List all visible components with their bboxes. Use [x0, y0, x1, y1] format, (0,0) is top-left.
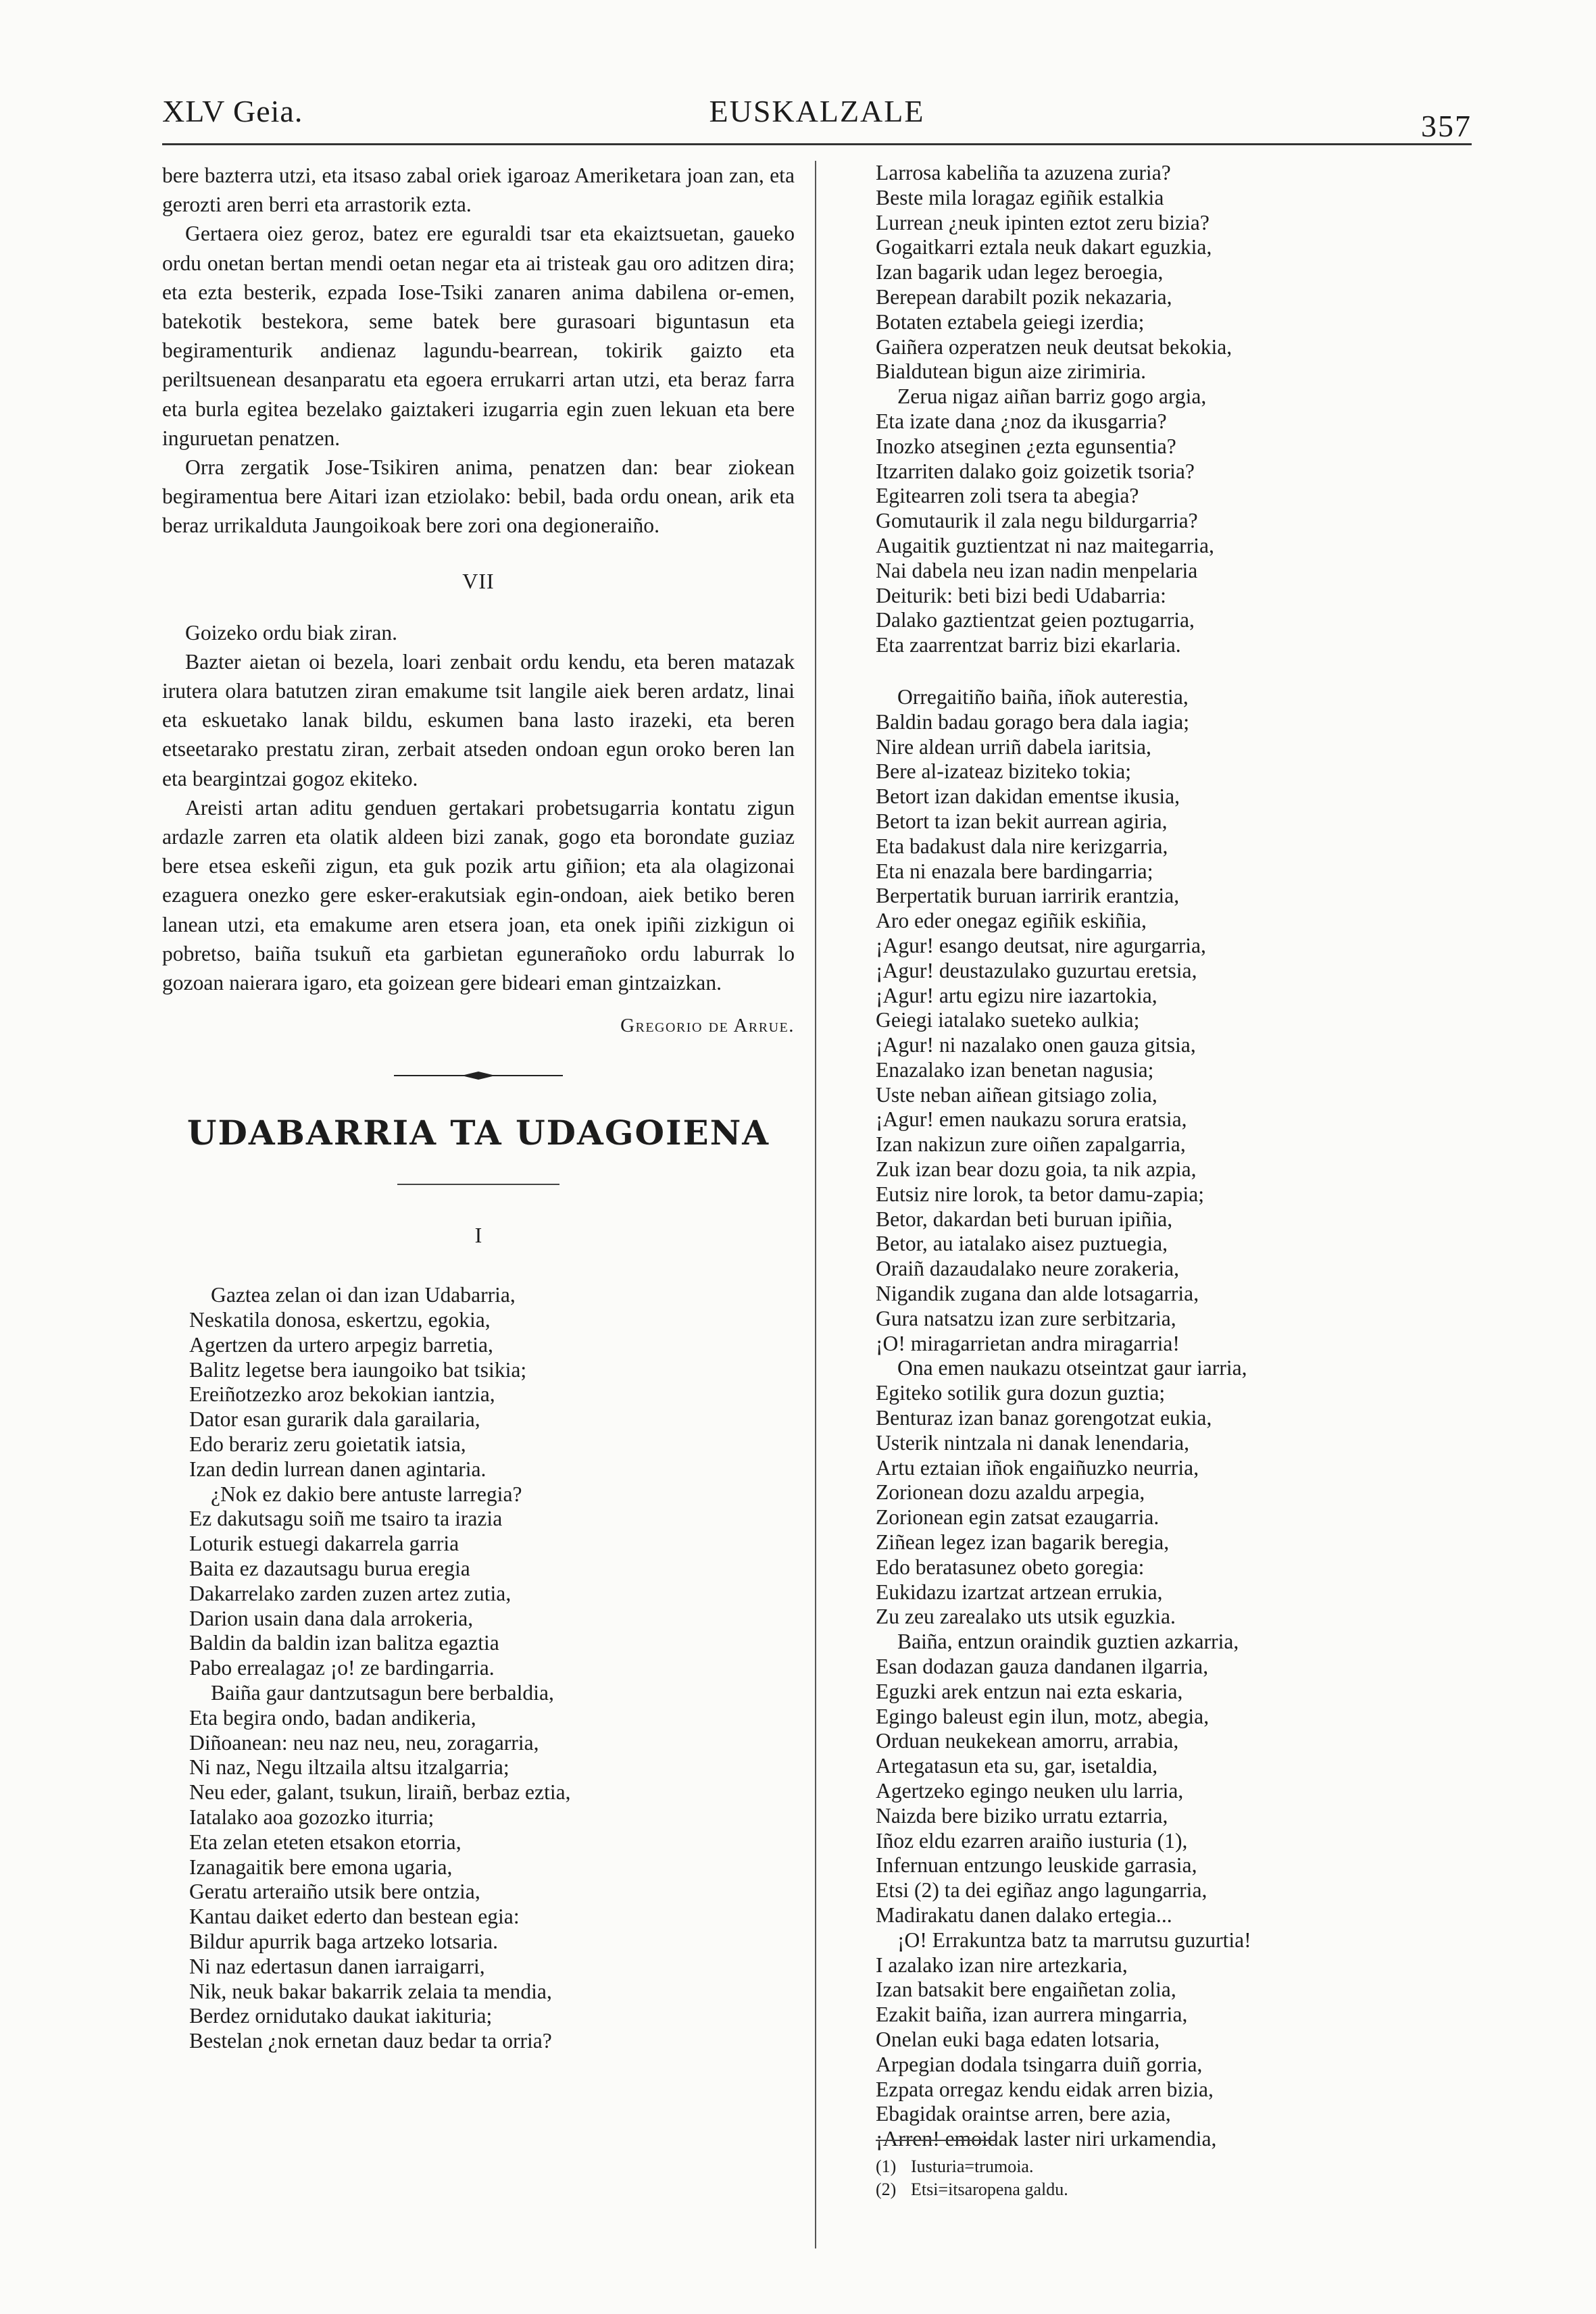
footnote-rule: [876, 2140, 997, 2141]
verse-line: Onelan euki baga edaten lotsaria,: [876, 2027, 1160, 2051]
verse-line: Usterik nintzala ni danak lenendaria,: [876, 1430, 1190, 1455]
verse-line: Baita ez dazautsagu burua eregia: [189, 1557, 470, 1581]
verse-line: Izanagaitik bere emona ugaria,: [189, 1855, 453, 1879]
verse-line: Bildur apurrik baga artzeko lotsaria.: [189, 1930, 499, 1953]
running-header: [162, 93, 1472, 143]
verse-line: Gogaitkarri eztala neuk dakart eguzkia,: [876, 235, 1212, 259]
paragraph: Orra zergatik Jose-Tsikiren anima, penatzen dan: bear ziokean begiramentua bere Aitari izan etziolako: bebil, bada ordu onean, arik eta beraz urrikalduta Jaungoikoak bere zori ona degioneraiño.: [162, 455, 795, 538]
verse-line: Baiña, entzun oraindik guztien azkarria,: [897, 1630, 1239, 1654]
verse-line: Orregaitiño baiña, iñok auterestia,: [897, 684, 1189, 709]
verse-line: Artu eztaian iñok engaiñuzko neurria,: [876, 1455, 1199, 1480]
verse-line: Orduan neukekean amorru, arrabia,: [876, 1729, 1179, 1753]
verse-line: Ez dakutsagu soiñ me tsairo ta irazia: [189, 1507, 503, 1531]
verse-line: Beste mila loragaz egiñik estalkia: [876, 185, 1164, 209]
verse-line: Gomutaurik il zala negu bildurgarria?: [876, 509, 1198, 533]
verse-line: Enazalako izan benetan nagusia;: [876, 1057, 1154, 1082]
verse-line: Ezakit baiña, izan aurrera mingarria,: [876, 2003, 1188, 2027]
verse-line: Madirakatu danen dalako ertegia...: [876, 1903, 1172, 1927]
verse-line: Kantau daiket ederto dan bestean egia:: [189, 1905, 520, 1929]
verse-line: Loturik estuegi dakarrela garria: [189, 1532, 459, 1556]
verse-line: Ebagidak oraintse arren, bere azia,: [876, 2102, 1171, 2126]
verse-line: Dator esan gurarik dala garailaria,: [189, 1407, 480, 1432]
verse-line: ¡Arren! emoidak laster niri urkamendia,: [876, 2127, 1217, 2151]
title-rule: [397, 1184, 559, 1185]
verse-line: Izan dedin lurrean danen agintaria.: [189, 1457, 487, 1481]
verse-line: ¡Agur! deustazulako guzurtau eretsia,: [876, 958, 1197, 982]
poem-verses: [876, 161, 1472, 658]
verse-line: Iatalako aoa gozozko iturria;: [189, 1805, 434, 1830]
verse-line: Gura natsatzu izan zure serbitzaria,: [876, 1306, 1176, 1330]
verse-line: Pabo errealagaz ¡o! ze bardingarria.: [189, 1656, 495, 1680]
verse-line: Nai dabela neu izan nadin menpelaria: [876, 558, 1198, 582]
paragraph: Bazter aietan oi bezela, loari zenbait ordu kendu, eta beren matazak irutera olara batutzen ziran emakume tsit langile aiek beren ardatz, linai eta eskuetako lanak bildu, eskumen bana lasto irazeki, eta beren etseetarako prestatu ziran, zerbait atseden ondoan egun oroko beren lan eta beargintzai gogoz ekiteko.: [162, 649, 795, 790]
verse-line: Nik, neuk bakar bakarrik zelaia ta mendia,: [189, 1979, 552, 2003]
poem-verses: [189, 1283, 795, 2054]
verse-line: Naizda bere biziko urratu eztarria,: [876, 1803, 1168, 1828]
verse-line: Betor, au iatalako aisez puztuegia,: [876, 1232, 1168, 1256]
verse-line: Eta zelan eteten etsakon etorria,: [189, 1830, 462, 1854]
verse-line: Uste neban aiñean gitsiago zolia,: [876, 1082, 1157, 1107]
verse-line: ¡O! Errakuntza batz ta marrutsu guzurtia!: [897, 1928, 1251, 1952]
section-heading: VII: [462, 568, 495, 593]
verse-line: Ni naz edertasun danen iarraigarri,: [189, 1954, 485, 1978]
verse-line: Ona emen naukazu otseintzat gaur iarria,: [897, 1356, 1247, 1380]
verse-line: Betort ta izan bekit aurrean agiria,: [876, 809, 1168, 833]
footnotes: [876, 2155, 1281, 2201]
verse-line: Gaiñera ozperatzen neuk deutsat bekokia,: [876, 334, 1232, 359]
verse-line: Dalako gaztientzat geien poztugarria,: [876, 608, 1195, 632]
verse-line: Inozko atseginen ¿ezta egunsentia?: [876, 434, 1176, 458]
verse-line: ¡Agur! ni nazalako onen gauza gitsia,: [876, 1033, 1196, 1057]
verse-line: Bialdutean bigun aize zirimiria.: [876, 359, 1147, 384]
verse-line: Baiña gaur dantzutsagun bere berbaldia,: [211, 1681, 554, 1705]
verse-line: Egiteko sotilik gura dozun guztia;: [876, 1381, 1166, 1405]
verse-line: Berepean darabilt pozik nekazaria,: [876, 284, 1172, 309]
verse-line: Baldin da baldin izan balitza egaztia: [189, 1631, 499, 1655]
verse-line: Iñoz eldu ezarren araiño iusturia (1),: [876, 1828, 1188, 1853]
verse-line: Baldin badau gorago bera dala iagia;: [876, 709, 1190, 734]
verse-line: Berpertatik buruan iarririk erantzia,: [876, 884, 1180, 908]
verse-line: Agertzen da urtero arpegiz barretia,: [189, 1332, 493, 1357]
verse-line: Deiturik: beti bizi bedi Udabarria:: [876, 583, 1166, 607]
part-number: I: [474, 1223, 482, 1248]
page-number: 357: [1421, 109, 1472, 143]
verse-line: Augaitik guztientzat ni naz maitegarria,: [876, 533, 1214, 557]
verse-line: Diñoanean: neu naz neu, neu, zoragarria,: [189, 1730, 539, 1755]
verse-line: Oraiñ dazaudalako neure zorakeria,: [876, 1257, 1180, 1281]
paragraph: Gertaera oiez geroz, batez ere eguraldi tsar eta ekaiztsuetan, gaueko ordu onetan bertan mendi oetan negar eta ai tristeak gau oro aditzen dira; eta ezta besterik, ezpada Iose-Tsiki zanaren anima dabilena or-emen, batekotik bestekora, seme batek bere gurasoari biguntasun eta begiramenturik andienaz lagundu-bearrean, tokirik gaizto eta periltsuenean desanparatu eta egoera errukarri artan utzi, eta beraz farra eta burla egitea bezelako gaiztakeri izugarria egin zuen lekuan eta bere inguruetan penatzen.: [162, 222, 795, 450]
verse-line: Lurrean ¿neuk ipinten eztot zeru bizia?: [876, 210, 1210, 234]
verse-line: Etsi (2) ta dei egiñaz ango lagungarria,: [876, 1878, 1207, 1903]
verse-line: Infernuan entzungo leuskide garrasia,: [876, 1853, 1197, 1878]
verse-line: Eta zaarrentzat barriz bizi ekarlaria.: [876, 633, 1181, 657]
verse-line: Eta izate dana ¿noz da ikusgarria?: [876, 409, 1167, 433]
verse-line: Benturaz izan banaz gorengotzat eukia,: [876, 1406, 1212, 1430]
left-column: [162, 161, 795, 2054]
verse-line: Larrosa kabeliña ta azuzena zuria?: [876, 161, 1171, 184]
verse-line: Egitearren zoli tsera ta abegia?: [876, 484, 1139, 508]
verse-line: ¡Agur! emen naukazu sorura eratsia,: [876, 1107, 1187, 1132]
verse-line: Betort izan dakidan ementse ikusia,: [876, 784, 1180, 809]
verse-line: Balitz legetse bera iaungoiko bat tsikia;: [189, 1357, 527, 1382]
poem-verses: [876, 685, 1472, 2152]
verse-line: Eta badakust dala nire kerizgarria,: [876, 834, 1168, 858]
verse-line: Eukidazu izartzat artzean errukia,: [876, 1580, 1163, 1604]
verse-line: Zuk izan bear dozu goia, ta nik azpia,: [876, 1157, 1197, 1182]
verse-line: Berdez ornidutako daukat iakituria;: [189, 2004, 493, 2028]
verse-line: Aro eder onegaz egiñik eskiñia,: [876, 909, 1147, 933]
footnote: (2) Etsi=itsaropena galdu.: [876, 2180, 1068, 2199]
verse-line: Edo berariz zeru goietatik iatsia,: [189, 1432, 466, 1457]
verse-line: Neskatila donosa, eskertzu, egokia,: [189, 1308, 491, 1332]
verse-line: Artegatasun eta su, gar, isetaldia,: [876, 1754, 1158, 1778]
footnote: (1) Iusturia=trumoia.: [876, 2157, 1034, 2176]
verse-line: Izan bagarik udan legez beroegia,: [876, 260, 1164, 284]
verse-line: Gaztea zelan oi dan izan Udabarria,: [211, 1283, 516, 1307]
verse-line: Izan nakizun zure oiñen zapalgarria,: [876, 1132, 1186, 1157]
verse-line: Dakarrelako zarden zuzen artez zutia,: [189, 1581, 512, 1605]
verse-line: Ni naz, Negu iltzaila altsu itzalgarria;: [189, 1755, 509, 1780]
verse-line: Nire aldean urriñ dabela iaritsia,: [876, 734, 1151, 759]
right-column: [876, 161, 1472, 2152]
verse-line: Eta ni enazala bere bardingarria;: [876, 859, 1153, 883]
verse-line: Egingo baleust egin ilun, motz, abegia,: [876, 1704, 1210, 1728]
verse-line: Izan batsakit bere engaiñetan zolia,: [876, 1978, 1176, 2002]
paragraph: bere bazterra utzi, eta itsaso zabal oriek igaroaz Ameriketara joan zan, eta gerozti aren berri eta arrastorik ezta.: [162, 164, 795, 217]
verse-line: Zorionean dozu azaldu arpegia,: [876, 1480, 1145, 1505]
verse-line: ¡O! miragarrietan andra miragarria!: [876, 1331, 1180, 1355]
paragraph: Areisti artan aditu genduen gertakari probetsugarria kontatu zigun ardazle zarren eta olatik aldeen bizi zanak, gogo eta borondate guziaz bere etsea eskeñi zigun, eta guk pozik artu giñion; eta ala olagizonai ezaguera onezko gere esker-erakutsiak egin-ondoan, aiek betiko beren lanean utzi, eta emakume aren etsera joan, eta onek ipiñi zizkigun oi pobretso, baiña tsukuñ eta garbietan egunerañoko ordu laburrak lo gozoan naierara igaro, eta goizean gere bideari eman gintzaizkan.: [162, 795, 795, 995]
verse-line: Edo beratasunez obeto goregia:: [876, 1555, 1145, 1579]
verse-line: Ezpata orregaz kendu eidak arren bizia,: [876, 2077, 1214, 2101]
journal-title: EUSKALZALE: [709, 94, 925, 128]
verse-line: Arpegian dodala tsingarra duiñ gorria,: [876, 2052, 1203, 2076]
verse-line: ¡Agur! esango deutsat, nire agurgarria,: [876, 933, 1206, 957]
verse-line: Zerua nigaz aiñan barriz gogo argia,: [897, 384, 1207, 409]
verse-line: ¡Agur! artu egizu nire iazartokia,: [876, 983, 1157, 1007]
verse-line: Bere al-izateaz biziteko tokia;: [876, 759, 1132, 784]
verse-line: Eguzki arek entzun nai ezta eskaria,: [876, 1679, 1183, 1703]
verse-line: Ziñean legez izan bagarik beregia,: [876, 1530, 1170, 1555]
ornament-divider: [394, 1070, 563, 1082]
verse-line: Eta begira ondo, badan andikeria,: [189, 1705, 476, 1730]
verse-line: I azalako izan nire artezkaria,: [876, 1953, 1128, 1977]
verse-line: Botaten eztabela geiegi izerdia;: [876, 309, 1145, 334]
verse-line: Geratu arteraiño utsik bere ontzia,: [189, 1880, 480, 1904]
verse-line: Zorionean egin zatsat ezaugarria.: [876, 1505, 1159, 1530]
verse-line: Eutsiz nire lorok, ta betor damu-zapia;: [876, 1182, 1205, 1206]
volume-label: XLV Geia.: [162, 94, 303, 128]
verse-line: Esan dodazan gauza dandanen ilgarria,: [876, 1655, 1209, 1679]
paragraph: Goizeko ordu biak ziran.: [185, 620, 398, 645]
header-rule: [162, 143, 1472, 145]
verse-line: Geiegi iatalako sueteko aulkia;: [876, 1008, 1140, 1032]
verse-line: Itzarriten dalako goiz goizetik tsoria?: [876, 459, 1195, 483]
poem-title: UDABARRIA TA UDAGOIENA: [186, 1113, 770, 1153]
verse-line: Bestelan ¿nok ernetan dauz bedar ta orria?: [189, 2029, 552, 2053]
verse-line: Ereiñotzezko aroz bekokian iantzia,: [189, 1382, 495, 1407]
verse-line: Neu eder, galant, tsukun, liraiñ, berbaz eztia,: [189, 1780, 571, 1805]
verse-line: Nigandik zugana dan alde lotsagarria,: [876, 1282, 1199, 1306]
verse-line: ¿Nok ez dakio bere antuste larregia?: [211, 1482, 522, 1506]
column-divider: [815, 161, 816, 2248]
verse-line: Darion usain dana dala arrokeria,: [189, 1606, 474, 1630]
verse-line: Betor, dakardan beti buruan ipiñia,: [876, 1207, 1173, 1231]
verse-line: Agertzeko egingo neuken ulu larria,: [876, 1779, 1184, 1803]
verse-line: Zu zeu zarealako uts utsik eguzkia.: [876, 1605, 1176, 1629]
author-signature: Gregorio de Arrue.: [620, 1015, 795, 1037]
